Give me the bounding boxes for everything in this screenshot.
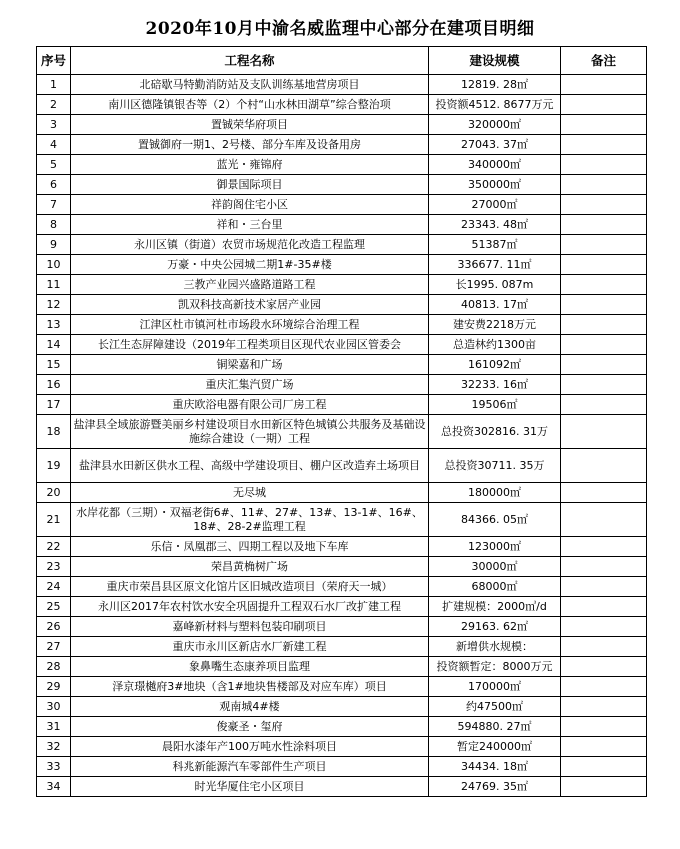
table-row	[37, 617, 647, 637]
project-name-cell: 永川区镇（街道）农贸市场规范化改造工程监理	[71, 235, 429, 255]
table-row	[37, 115, 647, 135]
construction-scale-cell: 建安费2218万元	[429, 315, 561, 335]
serial-number-cell: 32	[37, 737, 71, 757]
project-name-cell: 盐津县水田新区供水工程、高级中学建设项目、棚户区改造弃土场项目	[71, 449, 429, 483]
construction-scale-cell: 30000㎡	[429, 557, 561, 577]
remarks-cell	[561, 255, 647, 275]
project-name-cell: 观南城4#楼	[71, 697, 429, 717]
project-name-cell: 重庆汇集汽贸广场	[71, 375, 429, 395]
remarks-cell	[561, 335, 647, 355]
project-name-cell: 铜梁嘉和广场	[71, 355, 429, 375]
table-body	[37, 75, 647, 797]
remarks-cell	[561, 449, 647, 483]
construction-scale-cell: 27043. 37㎡	[429, 135, 561, 155]
serial-number-cell: 20	[37, 483, 71, 503]
remarks-cell	[561, 115, 647, 135]
remarks-cell	[561, 757, 647, 777]
table-row	[37, 175, 647, 195]
remarks-cell	[561, 777, 647, 797]
project-name-cell: 盐津县全域旅游暨美丽乡村建设项目水田新区特色城镇公共服务及基础设施综合建设（一期）工程	[71, 415, 429, 449]
table-row	[37, 275, 647, 295]
project-name-cell: 重庆欧浴电器有限公司厂房工程	[71, 395, 429, 415]
table-row	[37, 355, 647, 375]
serial-number-cell: 23	[37, 557, 71, 577]
header-serial-number: 序号	[37, 47, 71, 75]
serial-number-cell: 1	[37, 75, 71, 95]
serial-number-cell: 31	[37, 717, 71, 737]
table-row	[37, 677, 647, 697]
table-row	[37, 195, 647, 215]
project-name-cell: 南川区德隆镇银杏等（2）个村“山水林田湖草”综合整治项	[71, 95, 429, 115]
remarks-cell	[561, 697, 647, 717]
table-row	[37, 215, 647, 235]
serial-number-cell: 26	[37, 617, 71, 637]
construction-scale-cell: 170000㎡	[429, 677, 561, 697]
remarks-cell	[561, 577, 647, 597]
remarks-cell	[561, 295, 647, 315]
remarks-cell	[561, 677, 647, 697]
table-row	[37, 449, 647, 483]
table-row	[37, 95, 647, 115]
construction-scale-cell: 投资额暂定：8000万元	[429, 657, 561, 677]
serial-number-cell: 29	[37, 677, 71, 697]
remarks-cell	[561, 155, 647, 175]
serial-number-cell: 14	[37, 335, 71, 355]
table-row	[37, 483, 647, 503]
project-name-cell: 时光华厦住宅小区项目	[71, 777, 429, 797]
construction-scale-cell: 350000㎡	[429, 175, 561, 195]
serial-number-cell: 19	[37, 449, 71, 483]
construction-scale-cell: 暂定240000㎡	[429, 737, 561, 757]
table-row	[37, 503, 647, 537]
table-row	[37, 395, 647, 415]
construction-scale-cell: 约47500㎡	[429, 697, 561, 717]
remarks-cell	[561, 375, 647, 395]
construction-scale-cell: 340000㎡	[429, 155, 561, 175]
table-row	[37, 737, 647, 757]
serial-number-cell: 13	[37, 315, 71, 335]
construction-scale-cell: 320000㎡	[429, 115, 561, 135]
remarks-cell	[561, 503, 647, 537]
table-row	[37, 255, 647, 275]
remarks-cell	[561, 537, 647, 557]
remarks-cell	[561, 175, 647, 195]
table-row	[37, 75, 647, 95]
serial-number-cell: 21	[37, 503, 71, 537]
table-row	[37, 657, 647, 677]
remarks-cell	[561, 415, 647, 449]
serial-number-cell: 11	[37, 275, 71, 295]
project-name-cell: 嘉峰新材料与塑料包装印刷项目	[71, 617, 429, 637]
serial-number-cell: 4	[37, 135, 71, 155]
project-name-cell: 长江生态屏障建设（2019年工程类项目区现代农业园区管委会	[71, 335, 429, 355]
construction-scale-cell: 29163. 62㎡	[429, 617, 561, 637]
project-table	[36, 46, 647, 797]
project-name-cell: 科兆新能源汽车零部件生产项目	[71, 757, 429, 777]
serial-number-cell: 9	[37, 235, 71, 255]
table-row	[37, 235, 647, 255]
table-row	[37, 375, 647, 395]
serial-number-cell: 15	[37, 355, 71, 375]
project-name-cell: 蓝光・雍锦府	[71, 155, 429, 175]
serial-number-cell: 34	[37, 777, 71, 797]
table-row	[37, 697, 647, 717]
header-construction-scale: 建设规模	[429, 47, 561, 75]
project-name-cell: 置铖御府一期1、2号楼、部分车库及设备用房	[71, 135, 429, 155]
serial-number-cell: 17	[37, 395, 71, 415]
construction-scale-cell: 23343. 48㎡	[429, 215, 561, 235]
serial-number-cell: 30	[37, 697, 71, 717]
construction-scale-cell: 投资额4512. 8677万元	[429, 95, 561, 115]
construction-scale-cell: 扩建规模：2000㎥/d	[429, 597, 561, 617]
serial-number-cell: 5	[37, 155, 71, 175]
serial-number-cell: 3	[37, 115, 71, 135]
project-name-cell: 江津区杜市镇河杜市场段水环境综合治理工程	[71, 315, 429, 335]
construction-scale-cell: 总造林约1300亩	[429, 335, 561, 355]
project-name-cell: 北碚歇马特勤消防站及支队训练基地营房项目	[71, 75, 429, 95]
construction-scale-cell: 24769. 35㎡	[429, 777, 561, 797]
table-row	[37, 637, 647, 657]
remarks-cell	[561, 617, 647, 637]
project-name-cell: 永川区2017年农村饮水安全巩固提升工程双石水厂改扩建工程	[71, 597, 429, 617]
construction-scale-cell: 新增供水规模：	[429, 637, 561, 657]
serial-number-cell: 12	[37, 295, 71, 315]
serial-number-cell: 6	[37, 175, 71, 195]
table-row	[37, 135, 647, 155]
table-row	[37, 335, 647, 355]
construction-scale-cell: 27000㎡	[429, 195, 561, 215]
table-row	[37, 597, 647, 617]
project-name-cell: 重庆市荣昌县区原文化馆片区旧城改造项目（荣府天一城）	[71, 577, 429, 597]
project-name-cell: 荣昌黄桷树广场	[71, 557, 429, 577]
project-name-cell: 俊豪圣・玺府	[71, 717, 429, 737]
construction-scale-cell: 总投资30711. 35万	[429, 449, 561, 483]
table-row	[37, 415, 647, 449]
serial-number-cell: 28	[37, 657, 71, 677]
project-name-cell: 祥韵阁住宅小区	[71, 195, 429, 215]
table-row	[37, 777, 647, 797]
construction-scale-cell: 长1995. 087m	[429, 275, 561, 295]
serial-number-cell: 25	[37, 597, 71, 617]
project-name-cell: 凯双科技高新技术家居产业园	[71, 295, 429, 315]
serial-number-cell: 16	[37, 375, 71, 395]
construction-scale-cell: 总投资302816. 31万	[429, 415, 561, 449]
remarks-cell	[561, 215, 647, 235]
table-row	[37, 757, 647, 777]
construction-scale-cell: 68000㎡	[429, 577, 561, 597]
remarks-cell	[561, 355, 647, 375]
project-name-cell: 万豪・中央公园城二期1#-35#楼	[71, 255, 429, 275]
remarks-cell	[561, 275, 647, 295]
construction-scale-cell: 594880. 27㎡	[429, 717, 561, 737]
remarks-cell	[561, 235, 647, 255]
construction-scale-cell: 32233. 16㎡	[429, 375, 561, 395]
project-name-cell: 泽京璟樾府3#地块（含1#地块售楼部及对应车库）项目	[71, 677, 429, 697]
project-name-cell: 无尽城	[71, 483, 429, 503]
remarks-cell	[561, 395, 647, 415]
construction-scale-cell: 336677. 11㎡	[429, 255, 561, 275]
serial-number-cell: 33	[37, 757, 71, 777]
construction-scale-cell: 40813. 17㎡	[429, 295, 561, 315]
remarks-cell	[561, 315, 647, 335]
project-name-cell: 象鼻嘴生态康养项目监理	[71, 657, 429, 677]
project-name-cell: 置铖荣华府项目	[71, 115, 429, 135]
table-row	[37, 557, 647, 577]
serial-number-cell: 18	[37, 415, 71, 449]
serial-number-cell: 2	[37, 95, 71, 115]
construction-scale-cell: 180000㎡	[429, 483, 561, 503]
construction-scale-cell: 51387㎡	[429, 235, 561, 255]
table-header-row	[37, 47, 647, 75]
serial-number-cell: 8	[37, 215, 71, 235]
construction-scale-cell: 161092㎡	[429, 355, 561, 375]
header-remarks: 备注	[561, 47, 647, 75]
serial-number-cell: 10	[37, 255, 71, 275]
project-name-cell: 御景国际项目	[71, 175, 429, 195]
remarks-cell	[561, 135, 647, 155]
table-row	[37, 717, 647, 737]
construction-scale-cell: 19506㎡	[429, 395, 561, 415]
construction-scale-cell: 123000㎡	[429, 537, 561, 557]
remarks-cell	[561, 737, 647, 757]
serial-number-cell: 27	[37, 637, 71, 657]
remarks-cell	[561, 95, 647, 115]
project-name-cell: 祥和・三台里	[71, 215, 429, 235]
project-name-cell: 重庆市永川区新店水厂新建工程	[71, 637, 429, 657]
project-name-cell: 乐信・凤凰郡三、四期工程以及地下车库	[71, 537, 429, 557]
serial-number-cell: 24	[37, 577, 71, 597]
table-row	[37, 155, 647, 175]
serial-number-cell: 22	[37, 537, 71, 557]
table-row	[37, 315, 647, 335]
project-name-cell: 三教产业园兴盛路道路工程	[71, 275, 429, 295]
project-name-cell: 晨阳水漆年产100万吨水性涂料项目	[71, 737, 429, 757]
header-project-name: 工程名称	[71, 47, 429, 75]
remarks-cell	[561, 75, 647, 95]
table-row	[37, 577, 647, 597]
table-row	[37, 295, 647, 315]
remarks-cell	[561, 597, 647, 617]
remarks-cell	[561, 195, 647, 215]
construction-scale-cell: 34434. 18㎡	[429, 757, 561, 777]
construction-scale-cell: 12819. 28㎡	[429, 75, 561, 95]
serial-number-cell: 7	[37, 195, 71, 215]
table-row	[37, 537, 647, 557]
remarks-cell	[561, 637, 647, 657]
remarks-cell	[561, 657, 647, 677]
remarks-cell	[561, 483, 647, 503]
remarks-cell	[561, 717, 647, 737]
project-name-cell: 水岸花都（三期）・双福老街6#、11#、27#、13#、13-1#、16#、18#、28-2#监理工程	[71, 503, 429, 537]
remarks-cell	[561, 557, 647, 577]
construction-scale-cell: 84366. 05㎡	[429, 503, 561, 537]
document-title: 2020年10月中渝名威监理中心部分在建项目明细	[145, 19, 535, 39]
